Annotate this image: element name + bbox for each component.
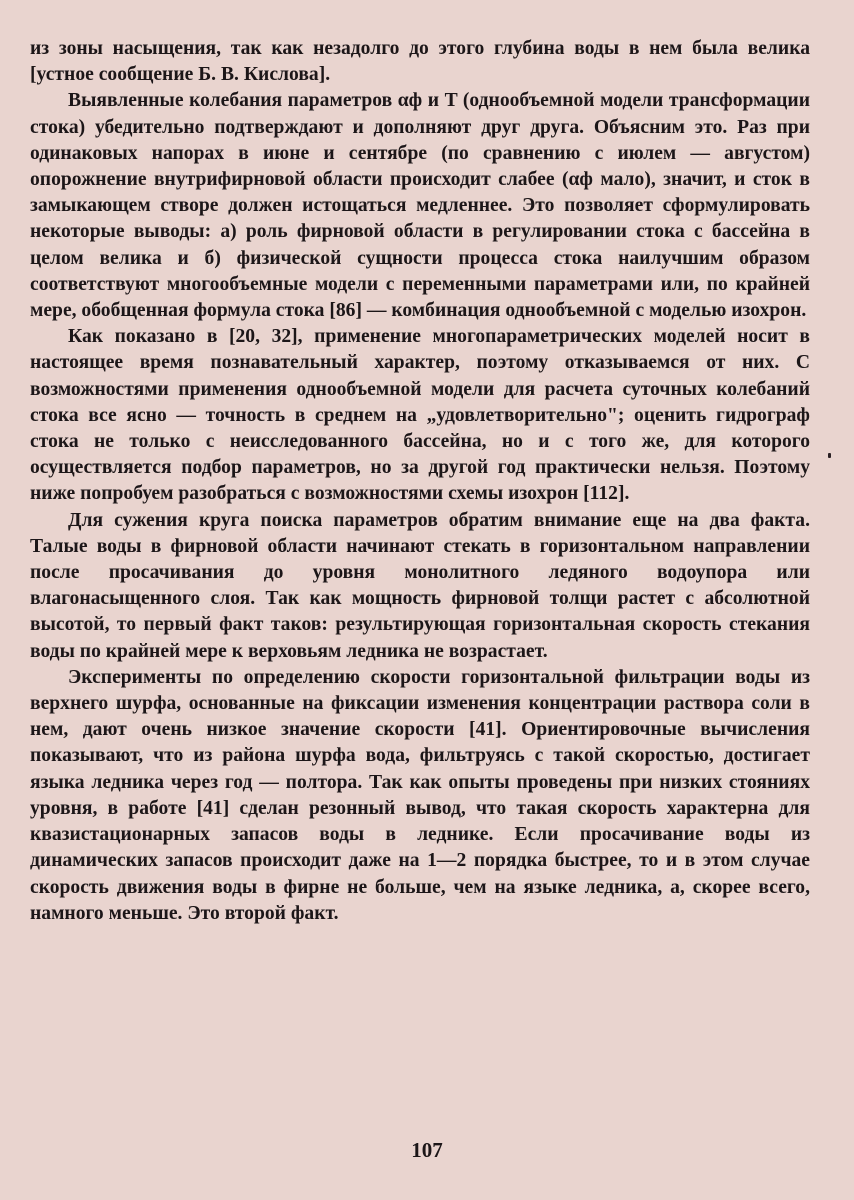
- body-text: [30, 36, 810, 927]
- paragraph-1: из зоны насыщения, так как незадолго до этого глубина воды в нем была велика [устное сообщение Б. В. Кислова].: [30, 38, 810, 86]
- page-number: 107: [411, 1138, 443, 1162]
- paragraph-4: Для сужения круга поиска параметров обратим внимание еще на два факта. Талые воды в фирновой области начинают стекать в горизонтальном направлении после просачивания до уровня монолитного ледяного водоупора или влагонасыщенного слоя. Так как мощность фирновой толщи растет с абсолютной высотой, то первый факт таков: результирующая горизонтальная скорость стекания воды по крайней мере к верховьям ледника не возрастает.: [30, 509, 810, 662]
- paragraph-2: Выявленные колебания параметров αф и T (однообъемной модели трансформации стока) убедительно подтверждают и дополняют друг друга. Объясним это. Раз при одинаковых напорах в июне и сентябре (по сравнению с июлем — августом) опорожнение внутрифирновой области происходит слабее (αф мало), значит, и сток в замыкающем створе должен истощаться медленнее. Это позволяет сформулировать некоторые выводы: а) роль фирновой области в регулировании стока с бассейна в целом велика и б) физической сущности процесса стока наилучшим образом соответствуют многообъемные модели с переменными параметрами или, по крайней мере, обобщенная формула стока [86] — комбинация однообъемной с моделью изохрон.: [30, 90, 810, 322]
- print-speck: [828, 453, 831, 458]
- paragraph-5: Эксперименты по определению скорости горизонтальной фильтрации воды из верхнего шурфа, основанные на фиксации изменения концентрации раствора соли в нем, дают очень низкое значение скорости [41]. Ориентировочные вычисления показывают, что из района шурфа вода, фильтруясь с такой скоростью, достигает языка ледника через год — полтора. Так как опыты проведены при низких стояниях уровня, в работе [41] сделан резонный вывод, что такая скорость характерна для квазистационарных запасов воды в леднике. Если просачивание воды из динамических запасов происходит даже на 1—2 порядка быстрее, то и в этом случае скорость движения воды в фирне не больше, чем на языке ледника, а, скорее всего, намного меньше. Это второй факт.: [30, 666, 810, 924]
- paragraph-3: Как показано в [20, 32], применение многопараметрических моделей носит в настоящее время познавательный характер, поэтому отказываемся от них. С возможностями применения однообъемной модели для расчета суточных колебаний стока все ясно — точность в среднем на „удовлетворительно"; оценить гидрограф стока не только с неисследованного бассейна, но и с того же, для которого осуществляется подбор параметров, но за другой год практически нельзя. Поэтому ниже попробуем разобраться с возможностями схемы изохрон [112].: [30, 326, 810, 505]
